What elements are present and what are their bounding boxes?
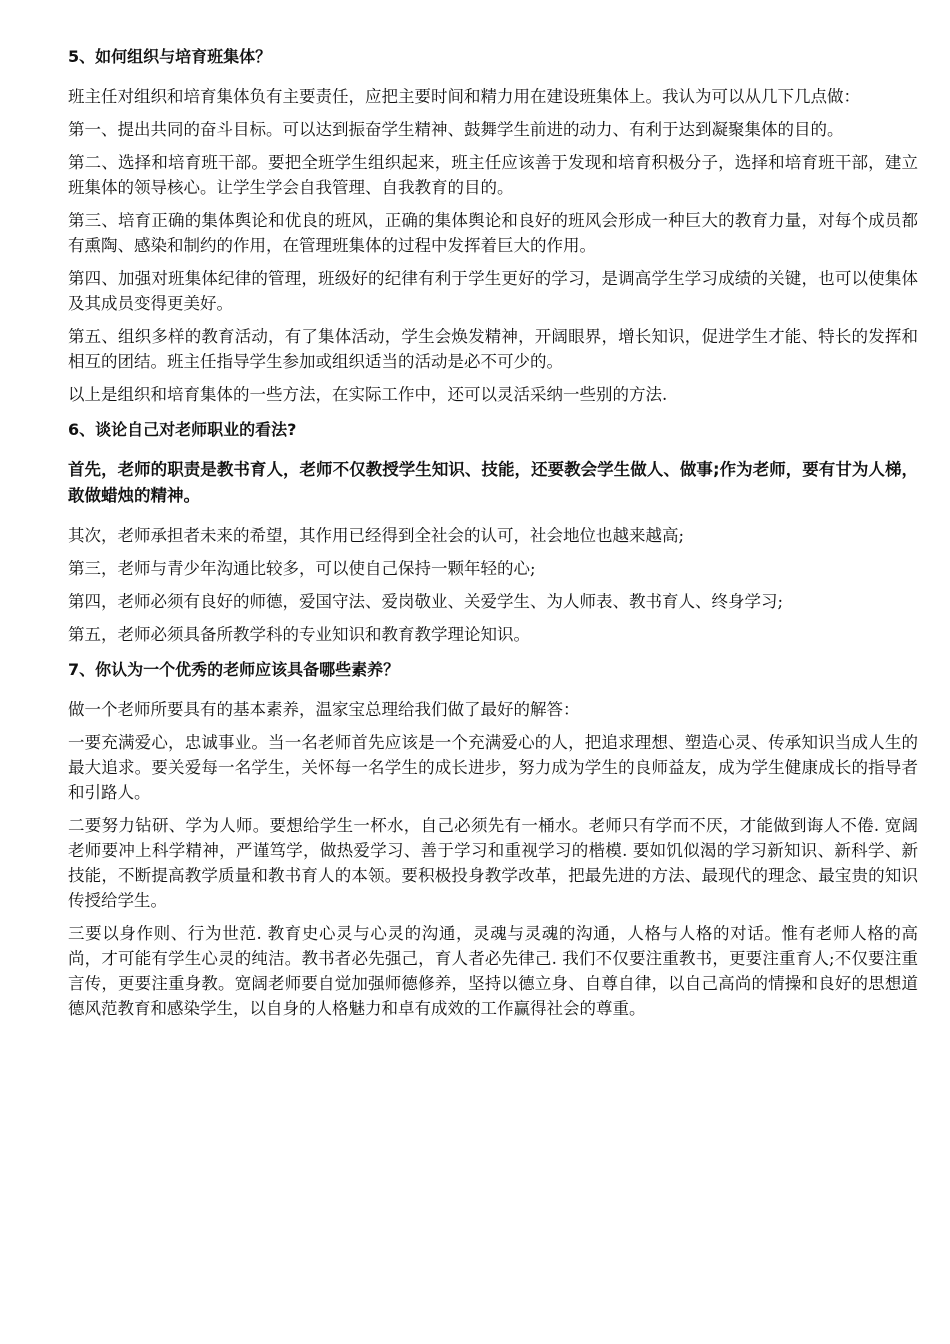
paragraph: 第二、选择和培育班干部。要把全班学生组织起来，班主任应该善于发现和培育积极分子，选择和培育班干部，建立班集体的领导核心。让学生学会自我管理、自我教育的目的。 — [68, 153, 918, 197]
paragraph: 第五，老师必须具备所教学科的专业知识和教育教学理论知识。 — [68, 625, 530, 644]
paragraph: 第四，老师必须有良好的师德，爱国守法、爱岗敬业、关爱学生、为人师表、教书育人、终身学习; — [68, 592, 784, 611]
paragraph: 第一、提出共同的奋斗目标。可以达到振奋学生精神、鼓舞学生前进的动力、有利于达到凝聚集体的目的。 — [68, 120, 844, 139]
paragraph: 其次，老师承担者未来的希望，其作用已经得到全社会的认可，社会地位也越来越高; — [68, 526, 685, 545]
bold-paragraph: 首先，老师的职责是教书育人，老师不仅教授学生知识、技能，还要教会学生做人、做事;作为老师，要有甘为人梯，敢做蜡烛的精神。 — [68, 460, 918, 505]
paragraph: 一要充满爱心，忠诚事业。当一名老师首先应该是一个充满爱心的人，把追求理想、塑造心灵、传承知识当成人生的最大追求。要关爱每一名学生，关怀每一名学生的成长进步，努力成为学生的良师益友，成为学生健康成长的指导者和引路人。 — [68, 733, 918, 802]
paragraph: 第五、组织多样的教育活动，有了集体活动，学生会焕发精神，开阔眼界，增长知识，促进学生才能、特长的发挥和相互的团结。班主任指导学生参加或组织适当的活动是必不可少的。 — [68, 327, 918, 371]
paragraph: 班主任对组织和培育集体负有主要责任，应把主要时间和精力用在建设班集体上。我认为可以从几下几点做： — [68, 87, 860, 106]
paragraph: 第四、加强对班集体纪律的管理，班级好的纪律有利于学生更好的学习，是调高学生学习成绩的关键，也可以使集体及其成员变得更美好。 — [68, 269, 918, 313]
section-7 — [68, 657, 918, 1021]
section-heading: 5、如何组织与培育班集体？ — [68, 47, 272, 66]
paragraph: 以上是组织和培育集体的一些方法，在实际工作中，还可以灵活采纳一些别的方法. — [68, 385, 668, 404]
section-heading: 7、你认为一个优秀的老师应该具备哪些素养？ — [68, 660, 400, 679]
section-6 — [68, 417, 918, 647]
document-page — [68, 44, 918, 1029]
paragraph: 三要以身作则、行为世范. 教育史心灵与心灵的沟通，灵魂与灵魂的沟通，人格与人格的对话。惟有老师人格的高尚，才可能有学生心灵的纯洁。教书者必先强己，育人者必先律己. 我们不仅要注重教书，更要注重育人;不仅要注重言传，更要注重身教。宽阔老师要自觉加强师德修养，坚持以德立身、自尊自律，以自己高尚的情操和良好的思想道德风范教育和感染学生，以自身的人格魅力和卓有成效的工作赢得社会的尊重。 — [68, 924, 918, 1018]
paragraph: 第三，老师与青少年沟通比较多，可以使自己保持一颗年轻的心; — [68, 559, 536, 578]
section-heading: 6、谈论自己对老师职业的看法? — [68, 420, 297, 439]
paragraph: 第三、培育正确的集体舆论和优良的班风，正确的集体舆论和良好的班风会形成一种巨大的教育力量，对每个成员都有熏陶、感染和制约的作用，在管理班集体的过程中发挥着巨大的作用。 — [68, 211, 918, 255]
paragraph: 做一个老师所要具有的基本素养，温家宝总理给我们做了最好的解答： — [68, 700, 580, 719]
paragraph: 二要努力钻研、学为人师。要想给学生一杯水，自己必须先有一桶水。老师只有学而不厌，才能做到诲人不倦. 宽阔老师要冲上科学精神，严谨笃学，做热爱学习、善于学习和重视学习的楷模. 要如饥似渴的学习新知识、新科学、新技能，不断提高教学质量和教书育人的本领。要积极投身教学改革，把最先进的方法、最现代的理念、最宝贵的知识传授给学生。 — [68, 816, 918, 910]
section-5 — [68, 44, 918, 407]
